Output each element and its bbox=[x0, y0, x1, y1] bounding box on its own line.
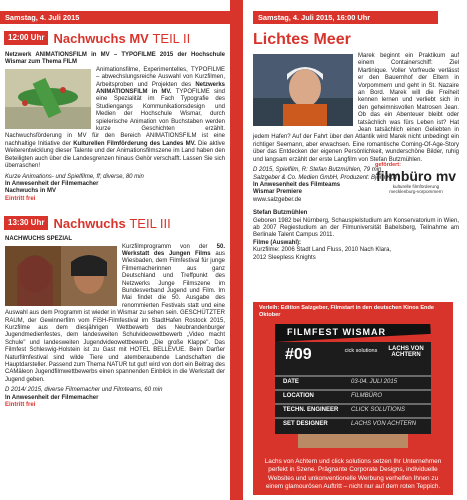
section2-text-b: aus Wiesbaden, dem Filmfestival für junge Filmemacherinnen aus ganz Deutschland und Treffpunkt des Netzwerks Junge Filmszene im Bundesverband Jugend und Film. Im Mai findet die 50. Ausgabe des renommierten Festivals statt und eine Auswahl aus dem Programm ist wieder in Wismar zu sehen sein. GESCHÜTZTER RAUM, der Gewinnerfilm vom FiSH-Filmfestival im StadtHafen Rostock 2015, Kurzfilme aus dem diesjährigen Wettbewerb des Neubrandenburger Jugendmedienfestes, dem landesweiten Schulvideowettbewerb „Video macht Schule" und landesweiten Jugendvideowettbewerb „Die große Klappe". Das Filmfest Schleswig-Holstein ist zu Gast mit HOTEL BELLEVUE. Beim Darßer Naturfilmfestival sind wilde Tiere und atemberaubende Landschaften die Hauptdarsteller. Passend zum Thema NATUR tut gut! wird von dort ein Beitrag des CAMäleon Jugendfilmwettbewerbs einen spannenden Einblick in die Werkstatt der Jugend geben. bbox=[5, 250, 226, 383]
section2-body bbox=[0, 236, 230, 409]
section2-meta: D 2014/ 2015, diverse Filmemacher und Filmteams, 60 min bbox=[5, 387, 163, 394]
distribution-caption: Verleih: Edition Salzgeber, Filmstart in den deutschen Kinos Ende Oktober bbox=[259, 305, 434, 318]
film-meta: D 2015, Spielfilm, R: Stefan Butzmühlen, 79 min bbox=[253, 167, 382, 174]
film-presence: In Anwesenheit des Filmteams bbox=[253, 181, 341, 188]
section2-text-a: Kurzfilmprogramm von der bbox=[122, 243, 217, 250]
section1-title bbox=[53, 31, 190, 46]
advert-text: Lachs von Achtern und click solutions setzen Ihr Unternehmen perfekt in Szene. Prägnante Corporate Designs, individuelle Websites und unkonventionelle Werbung verhelfen Ihnen zu einem glamourösen Auftritt – nicht nur auf dem roten Teppich. bbox=[264, 458, 442, 490]
clap-row-value: CLICK SOLUTIONS bbox=[351, 407, 406, 413]
hand-shape bbox=[298, 434, 408, 448]
date-bar-right: Samstag, 4. Juli 2015, 16:00 Uhr bbox=[253, 11, 438, 24]
section2-title-light: TEIL III bbox=[129, 215, 171, 231]
clapperboard bbox=[275, 324, 431, 434]
clap-row-label: DATE bbox=[283, 379, 299, 385]
filmbuero-logo bbox=[375, 162, 457, 194]
film-body bbox=[243, 53, 467, 262]
section2-header bbox=[4, 215, 230, 231]
logo-sub-1: kulturelle filmförderung bbox=[392, 184, 440, 190]
clap-row-value: FILMBÜRO bbox=[351, 393, 383, 399]
section1-text-c: Die aktive Weiterentwicklung dieser Talente und der Animationsfilmszene im Land haben den Beteiligten auch über die Landesgrenzen hinaus Gehör verschafft. Lassen Sie sich überraschen! bbox=[5, 140, 225, 170]
film-url[interactable]: www.salzgeber.de bbox=[253, 196, 302, 203]
section1-header bbox=[4, 30, 230, 46]
section1-title-light: TEIL II bbox=[152, 30, 191, 46]
film-list-1: Kurzfilme: 2006 Stadt Land Fluss, 2010 Nach Klara, bbox=[253, 247, 392, 254]
section2-entry: Eintritt frei bbox=[5, 402, 36, 409]
bio-text: Geboren 1982 bei Nürnberg, Schauspielstudium am Konservatorium in Wien, ab 2007 Regiestudium an der Filmuniversität Babelsberg, Teilnahme am Berlinale Talent Campus 2011. bbox=[253, 217, 459, 239]
section2-title-bold: Nachwuchs bbox=[53, 215, 126, 231]
left-column bbox=[0, 0, 230, 500]
film-title: Lichtes Meer bbox=[253, 31, 351, 48]
section1-presence: In Anwesenheit der Filmemacher bbox=[5, 180, 99, 187]
clap-cick: cick solutions bbox=[344, 348, 378, 354]
section2-title bbox=[53, 216, 170, 231]
section1-heading: Netzwerk ANIMATIONSFILM in MV – TYPOFILME 2015 der Hochschule Wismar zum Thema FILM bbox=[5, 52, 225, 66]
clap-row-label: LOCATION bbox=[283, 393, 314, 399]
clap-row-value: 03-04. JULI 2015 bbox=[351, 379, 398, 385]
logo-small-label: gefördert: bbox=[375, 161, 401, 168]
section1-text-b-bold: Kulturellen Filmförderung des Landes MV. bbox=[73, 140, 196, 147]
film-list-2: 2012 Sleepless Knights bbox=[253, 254, 316, 261]
film-premiere: Wismar Premiere bbox=[253, 189, 302, 196]
films-label: Filme (Auswahl): bbox=[253, 239, 302, 246]
section2-presence: In Anwesenheit der Filmemacher bbox=[5, 394, 99, 401]
section1-text-a: Animationsfilme, Experimentelles, TYPOFILME – abwechslungsreiche Auswahl von Kurzfilmen, Arbeitsproben und Projekten des bbox=[96, 66, 225, 88]
section1-time: 12:00 Uhr bbox=[4, 31, 48, 45]
film-meta-2: Salzgeber & Co. Medien GmbH, Produzent: Björn Koll bbox=[253, 174, 397, 181]
logo-main-text: filmbüro mv bbox=[375, 168, 457, 185]
date-bar-left: Samstag, 4. Juli 2015 bbox=[0, 11, 230, 24]
logo-sub-2: mecklenburg-vorpommern bbox=[389, 189, 443, 195]
section1-text-b: TYPOFILME sind eine Spezialität im Fach Typografie des Studiengangs Kommunikationsdesign und Medien der Hochschule Wismar, durch spielerische Animation von Buchstaben werden kurze Geschichten erzählt. Nachwuchsförderung in MV für den Bereich ANIMATIONSFILM ist eine nachhaltige Initiative der bbox=[5, 89, 225, 147]
section1-entry: Eintritt frei bbox=[5, 195, 36, 202]
clap-row-label: TECHN. ENGINEER bbox=[283, 407, 339, 413]
clap-row-label: SET DESIGNER bbox=[283, 421, 328, 427]
clap-row-value: LACHS VON ACHTERN bbox=[351, 421, 417, 427]
section1-text-a-bold: Netzwerks ANIMATIONSFILM in MV. bbox=[96, 81, 225, 96]
section2-text-a-bold: 50. Werkstatt des Jungen Films bbox=[122, 243, 225, 257]
section2-time: 13:30 Uhr bbox=[4, 216, 48, 230]
film-still-image bbox=[253, 54, 353, 126]
section1-title-bold: Nachwuchs MV bbox=[53, 30, 149, 46]
clap-title: FILMFEST WISMAR bbox=[287, 327, 386, 337]
young-film-still-image bbox=[5, 246, 117, 306]
page-gutter bbox=[230, 0, 243, 500]
bio-name: Stefan Butzmühlen bbox=[253, 210, 308, 217]
clap-number: #09 bbox=[285, 346, 312, 363]
clap-lachs: LACHS VON ACHTERN bbox=[388, 346, 424, 358]
section1-venue: Nachwuchs in MV bbox=[5, 188, 57, 195]
section1-body bbox=[0, 52, 230, 203]
animation-still-image bbox=[5, 69, 91, 129]
section1-meta: Kurze Animations- und Spielfilme, ff; diverse, 80 min bbox=[5, 173, 144, 180]
advert-box bbox=[253, 302, 453, 495]
section2-heading: NACHWUCHS SPEZIAL bbox=[5, 236, 72, 243]
film-description: Marek beginnt ein Praktikum auf einem Containerschiff: Ziel Martinique. Voller Vorfreude verlässt er den Bauernhof der Eltern in Vorpommern und geht in St. Nazaire an Bord. Marek will die Freiheit kennen lernen und verliebt sich in den geheimnisvollen Matrosen Jean. Ob das ein Abenteuer bleibt oder tatsächlich was fürs Leben ist? Hat Jean tatsächlich einen Geliebten in jedem Hafen? Auf der Fahrt über den Atlantik wird Marek nicht unbedingt ein richtiger Seemann, aber erwachsen. Eine romantische Coming-Of-Age-Story über das Entdecken der eigenen Persönlichkeit, wunderschöne Bilder, ruhig und langsam erzählt der erste Langfilm von Stefan Butzmühlen. bbox=[253, 53, 459, 163]
